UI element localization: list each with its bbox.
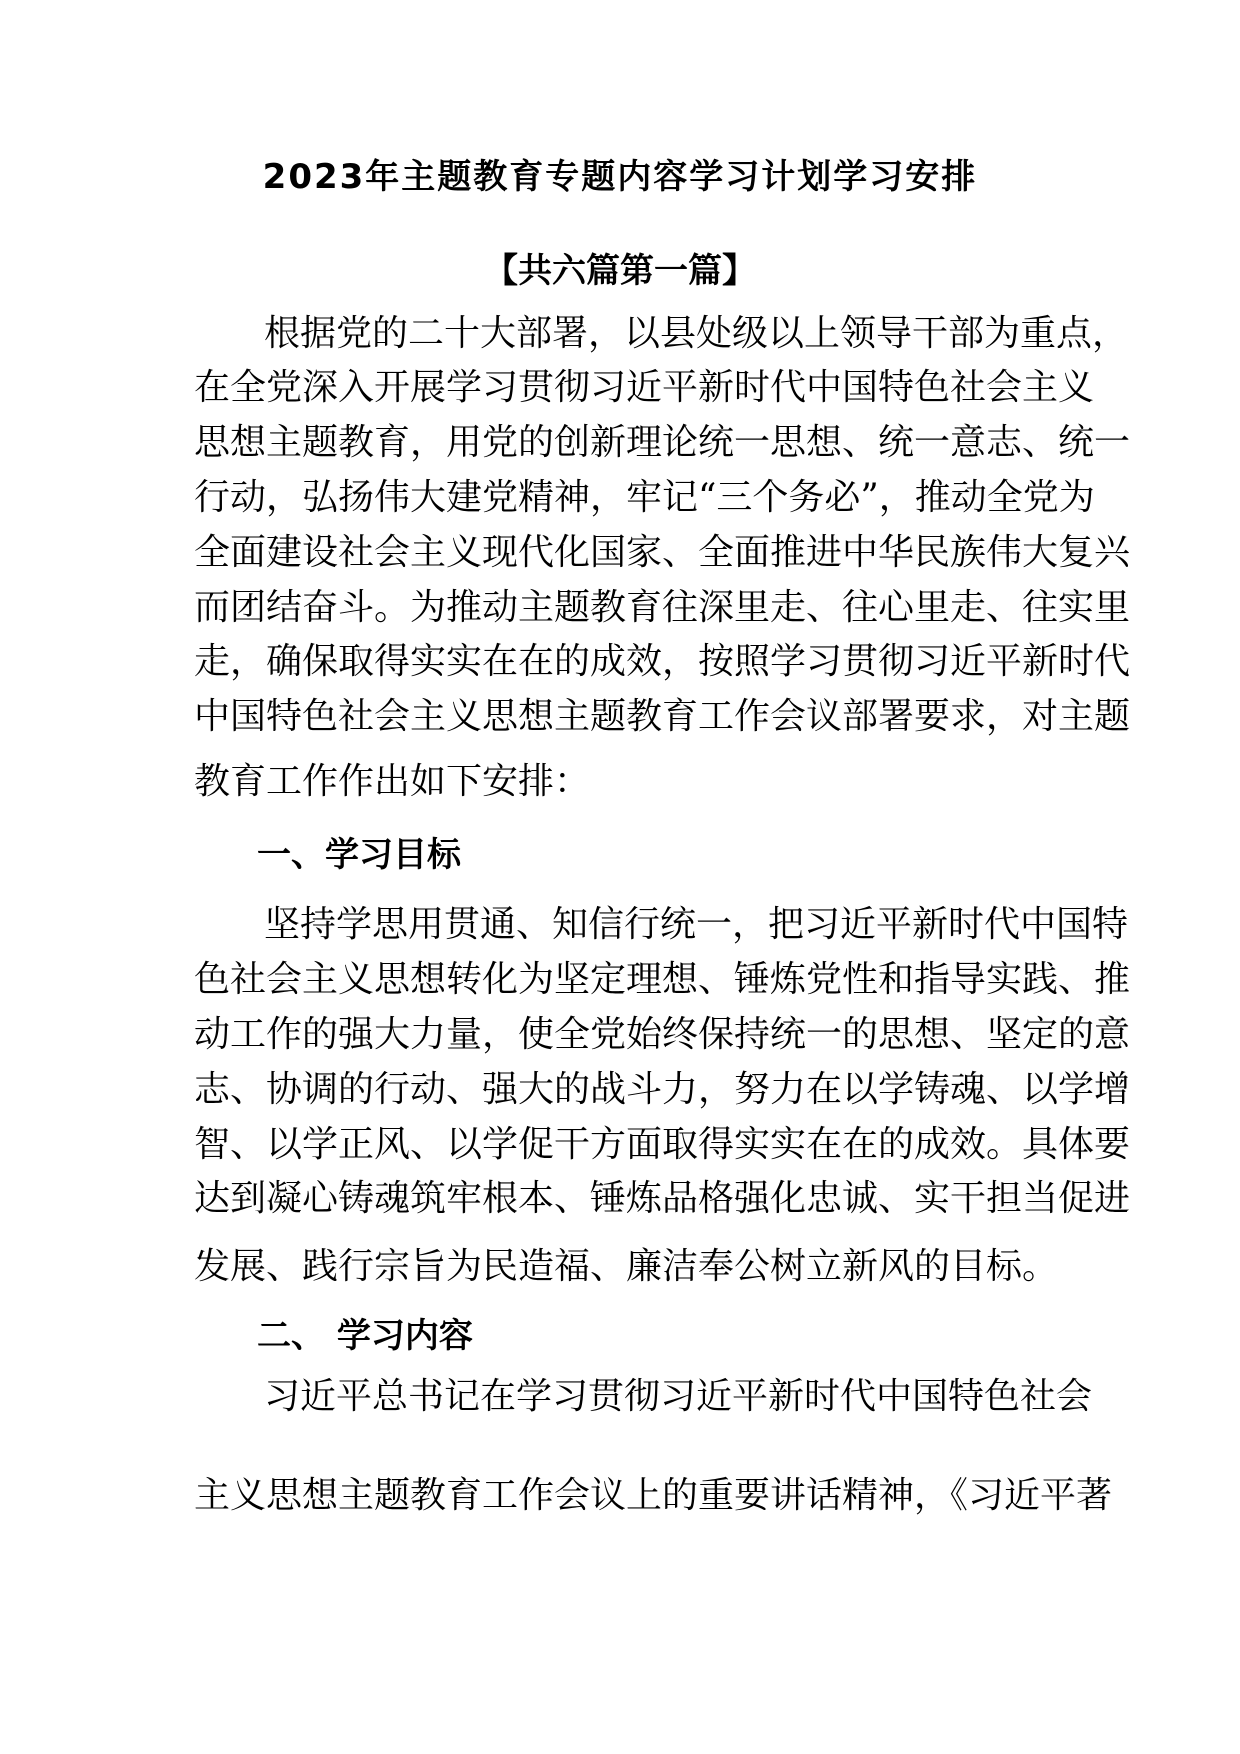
paragraph-line: 教育工作作出如下安排： bbox=[194, 761, 591, 802]
paragraph-line: 根据党的二十大部署，以县处级以上领导干部为重点， bbox=[264, 313, 1129, 354]
document-title: 2023年主题教育专题内容学习计划学习安排 bbox=[262, 157, 978, 197]
paragraph-line: 在全党深入开展学习贯彻习近平新时代中国特色社会主义 bbox=[194, 367, 1095, 408]
paragraph-line: 走，确保取得实实在在的成效，按照学习贯彻习近平新时代 bbox=[194, 641, 1131, 682]
paragraph-line: 发展、践行宗旨为民造福、廉洁奉公树立新风的目标。 bbox=[194, 1246, 1059, 1287]
paragraph-line: 色社会主义思想转化为坚定理想、锤炼党性和指导实践、推 bbox=[194, 959, 1131, 1000]
paragraph-line: 行动，弘扬伟大建党精神，牢记“三个务必”，推动全党为 bbox=[194, 477, 1095, 518]
section-heading-content: 二、 学习内容 bbox=[257, 1316, 473, 1356]
paragraph-line: 主义思想主题教育工作会议上的重要讲话精神，《习近平著 bbox=[194, 1475, 1113, 1516]
paragraph-line: 全面建设社会主义现代化国家、全面推进中华民族伟大复兴 bbox=[194, 532, 1131, 573]
paragraph-line: 而团结奋斗。为推动主题教育往深里走、往心里走、往实里 bbox=[194, 587, 1131, 628]
paragraph-line: 动工作的强大力量，使全党始终保持统一的思想、坚定的意 bbox=[194, 1014, 1131, 1055]
document-subtitle: 【共六篇第一篇】 bbox=[484, 251, 756, 291]
paragraph-line: 志、协调的行动、强大的战斗力，努力在以学铸魂、以学增 bbox=[194, 1069, 1131, 1110]
section-heading-goals: 一、学习目标 bbox=[257, 835, 461, 875]
paragraph-line: 坚持学思用贯通、知信行统一，把习近平新时代中国特 bbox=[264, 904, 1129, 945]
paragraph-line: 中国特色社会主义思想主题教育工作会议部署要求，对主题 bbox=[194, 696, 1131, 737]
paragraph-line: 达到凝心铸魂筑牢根本、锤炼品格强化忠诚、实干担当促进 bbox=[194, 1178, 1131, 1219]
paragraph-line: 习近平总书记在学习贯彻习近平新时代中国特色社会 bbox=[264, 1376, 1093, 1417]
paragraph-line: 智、以学正风、以学促干方面取得实实在在的成效。具体要 bbox=[194, 1124, 1131, 1165]
paragraph-line: 思想主题教育，用党的创新理论统一思想、统一意志、统一 bbox=[194, 422, 1131, 463]
